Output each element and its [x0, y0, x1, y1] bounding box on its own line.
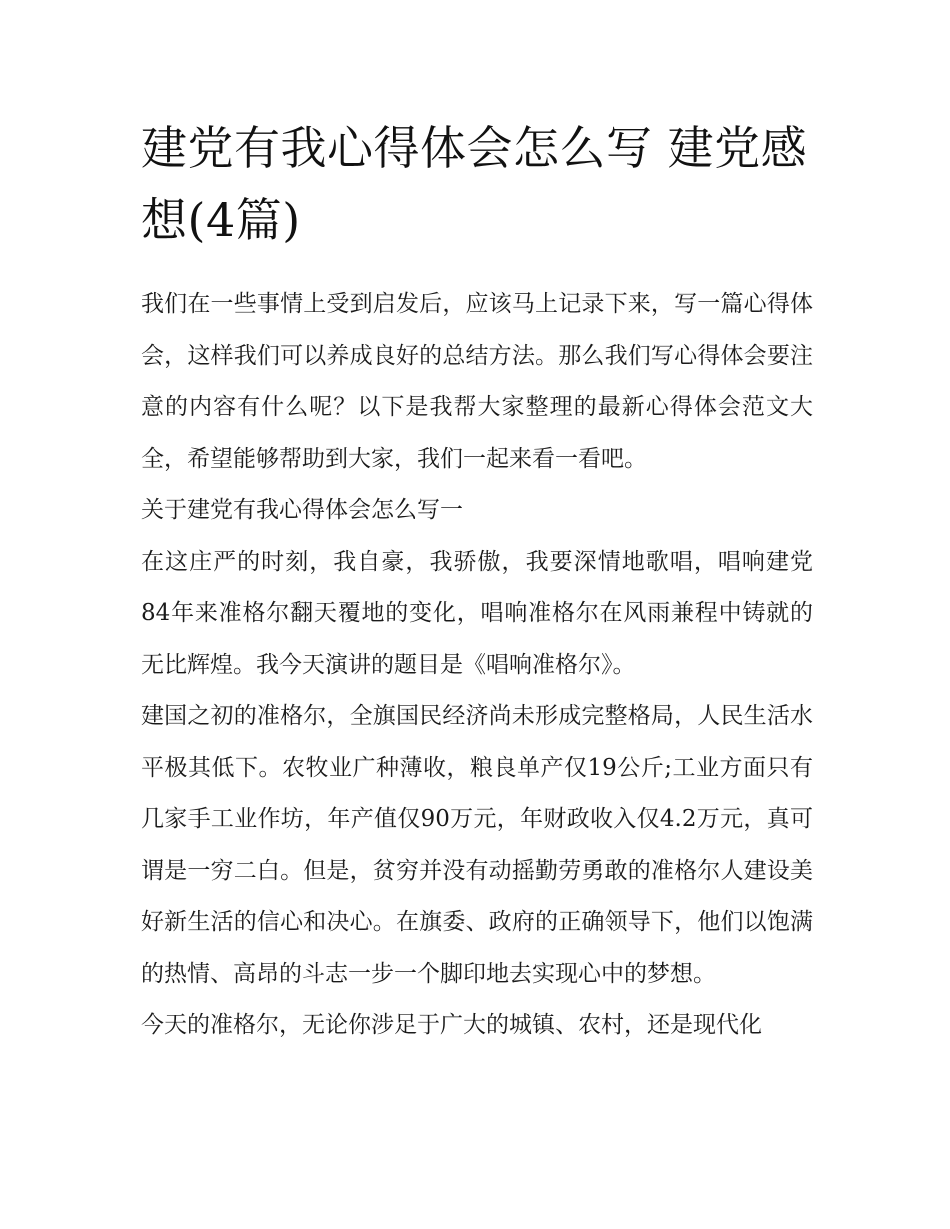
body-paragraph: 建国之初的准格尔，全旗国民经济尚未形成完整格局，人民生活水平极其低下。农牧业广种薄收，粮良单产仅19公斤;工业方面只有几家手工业作坊，年产值仅90万元，年财政收入仅4.2万元，真可谓是一穷二白。但是，贫穷并没有动摇勤劳勇敢的准格尔人建设美好新生活的信心和决心。在旗委、政府的正确领导下，他们以饱满的热情、高昂的斗志一步一个脚印地去实现心中的梦想。 — [141, 703, 813, 987]
body-paragraph: 今天的准格尔，无论你涉足于广大的城镇、农村，还是现代化 — [141, 1012, 762, 1038]
body-paragraph: 在这庄严的时刻，我自豪，我骄傲，我要深情地歌唱，唱响建党84年来准格尔翻天覆地的变化，唱响准格尔在风雨兼程中铸就的无比辉煌。我今天演讲的题目是《唱响准格尔》。 — [141, 548, 813, 678]
section-heading: 关于建党有我心得体会怎么写一 — [141, 497, 463, 523]
document-page — [141, 112, 813, 1052]
document-title: 建党有我心得体会怎么写 建党感想(4篇) — [141, 121, 808, 247]
intro-paragraph: 我们在一些事情上受到启发后，应该马上记录下来，写一篇心得体会，这样我们可以养成良好的总结方法。那么我们写心得体会要注意的内容有什么呢？以下是我帮大家整理的最新心得体会范文大全，希望能够帮助到大家，我们一起来看一看吧。 — [141, 291, 813, 472]
